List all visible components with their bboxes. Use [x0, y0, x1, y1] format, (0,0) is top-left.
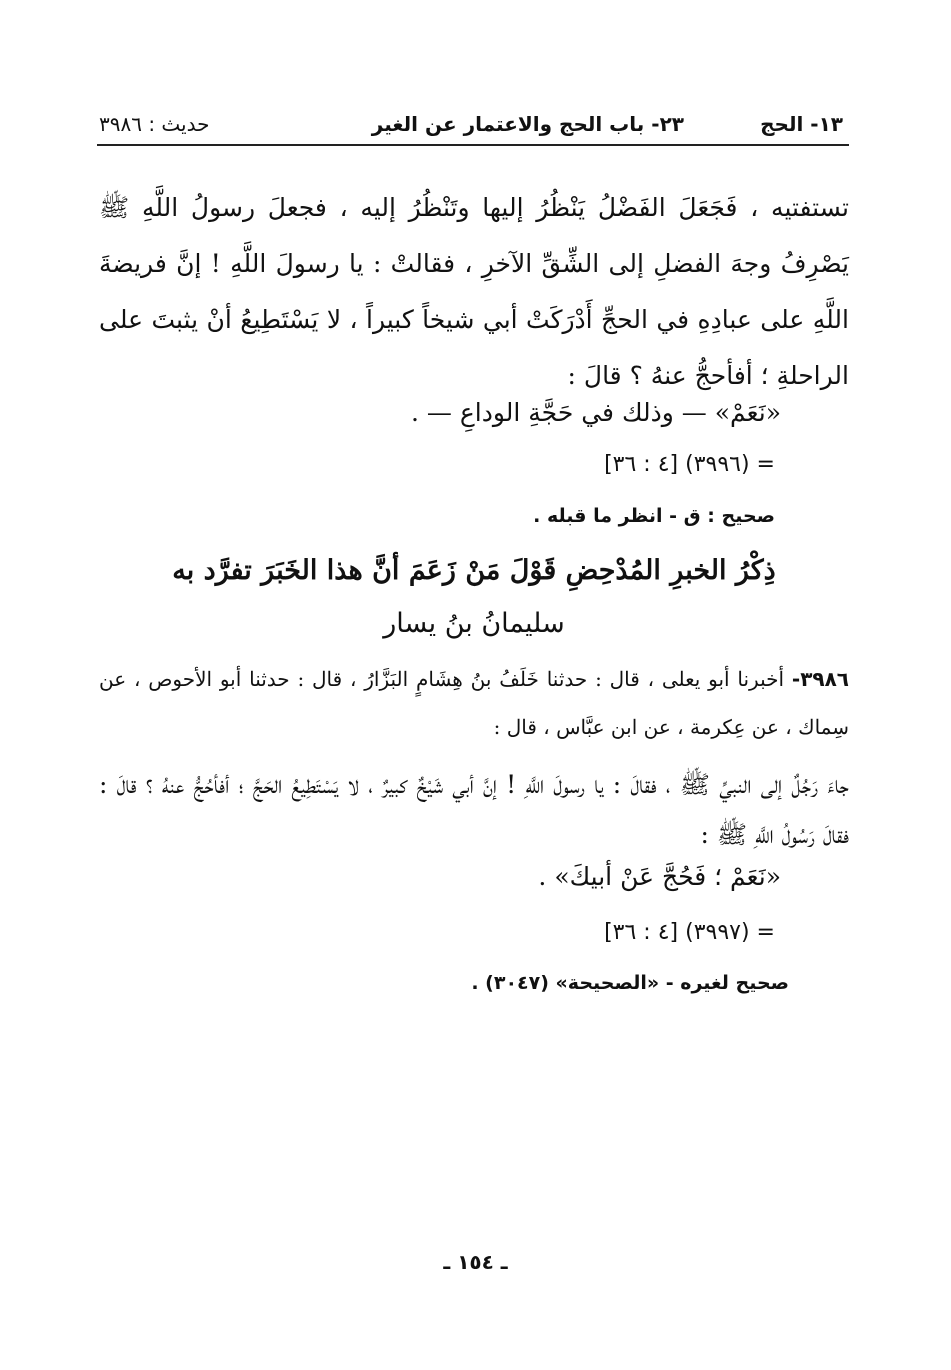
previous-hadith-reference: = (٣٩٩٦) [٤ : ٣٦]	[604, 452, 775, 477]
hadith-isnad	[99, 655, 849, 751]
header-hadith-number: حديث : ٣٩٨٦	[99, 112, 210, 136]
hadith-quote: «نَعَمْ ؛ فَحُجَّ عَنْ أبيكَ» .	[538, 862, 781, 891]
previous-hadith-grade: صحيح : ق - انظر ما قبله .	[533, 505, 775, 527]
section-title-line2: سليمانُ بنُ يسار	[383, 608, 565, 639]
running-header	[97, 108, 849, 146]
header-section: ٢٣- باب الحج والاعتمار عن الغير	[371, 112, 684, 136]
header-chapter: ١٣- الحج	[760, 112, 843, 136]
hadith-number: ٣٩٨٦-	[791, 667, 850, 691]
section-title-line1: ذِكْرُ الخبرِ المُدْحِضِ قَوْلَ مَنْ زَعَمَ أنَّ هذا الخَبَرَ تفرَّد به	[172, 555, 776, 586]
page-number: ـ ١٥٤ ـ	[443, 1250, 508, 1274]
hadith-text: جاءَ رَجُلٌ إلى النبيِّ ﷺ ، فقالَ : يا رسولَ اللَّهِ ! إنَّ أبي شَيْخٌ كبيرٌ ، لا يَسْتَطِيعُ الحَجَّ ؛ أفأحُجُّ عنهُ ؟ قالَ : فقالَ رَسُولُ اللَّهِ ﷺ :	[99, 770, 849, 849]
previous-hadith-quote: «نَعَمْ» — وذلك في حَجَّةِ الوداعِ — .	[411, 398, 781, 427]
previous-hadith-text: تستفتيه ، فَجَعَلَ الفَضْلُ يَنْظُرُ إليها وتَنْظُرُ إليه ، فجعلَ رسولُ اللَّهِ ﷺ يَصْرِفُ وجهَ الفضلِ إلى الشِّقِّ الآخرِ ، فقالتْ : يا رسولَ اللَّهِ ! إنَّ فريضةَ اللَّهِ على عبادِهِ في الحجِّ أَدْرَكَتْ أبي شيخاً كبيراً ، لا يَسْتَطِيعُ أنْ يثبتَ على الراحلةِ ؛ أفأحجُّ عنهُ ؟ قالَ :	[99, 193, 849, 390]
hadith-isnad-text: أخبرنا أبو يعلى ، قال : حدثنا خَلَفُ بنُ هِشَامٍ البَزَّارُ ، قال : حدثنا أبو الأحوص ، عن سِماك ، عن عِكرمة ، عن ابن عبَّاس ، قال :	[99, 667, 849, 739]
hadith-grade: صحيح لغيره - «الصحيحة» (٣٠٤٧) .	[471, 972, 789, 994]
hadith-reference: = (٣٩٩٧) [٤ : ٣٦]	[604, 920, 775, 945]
